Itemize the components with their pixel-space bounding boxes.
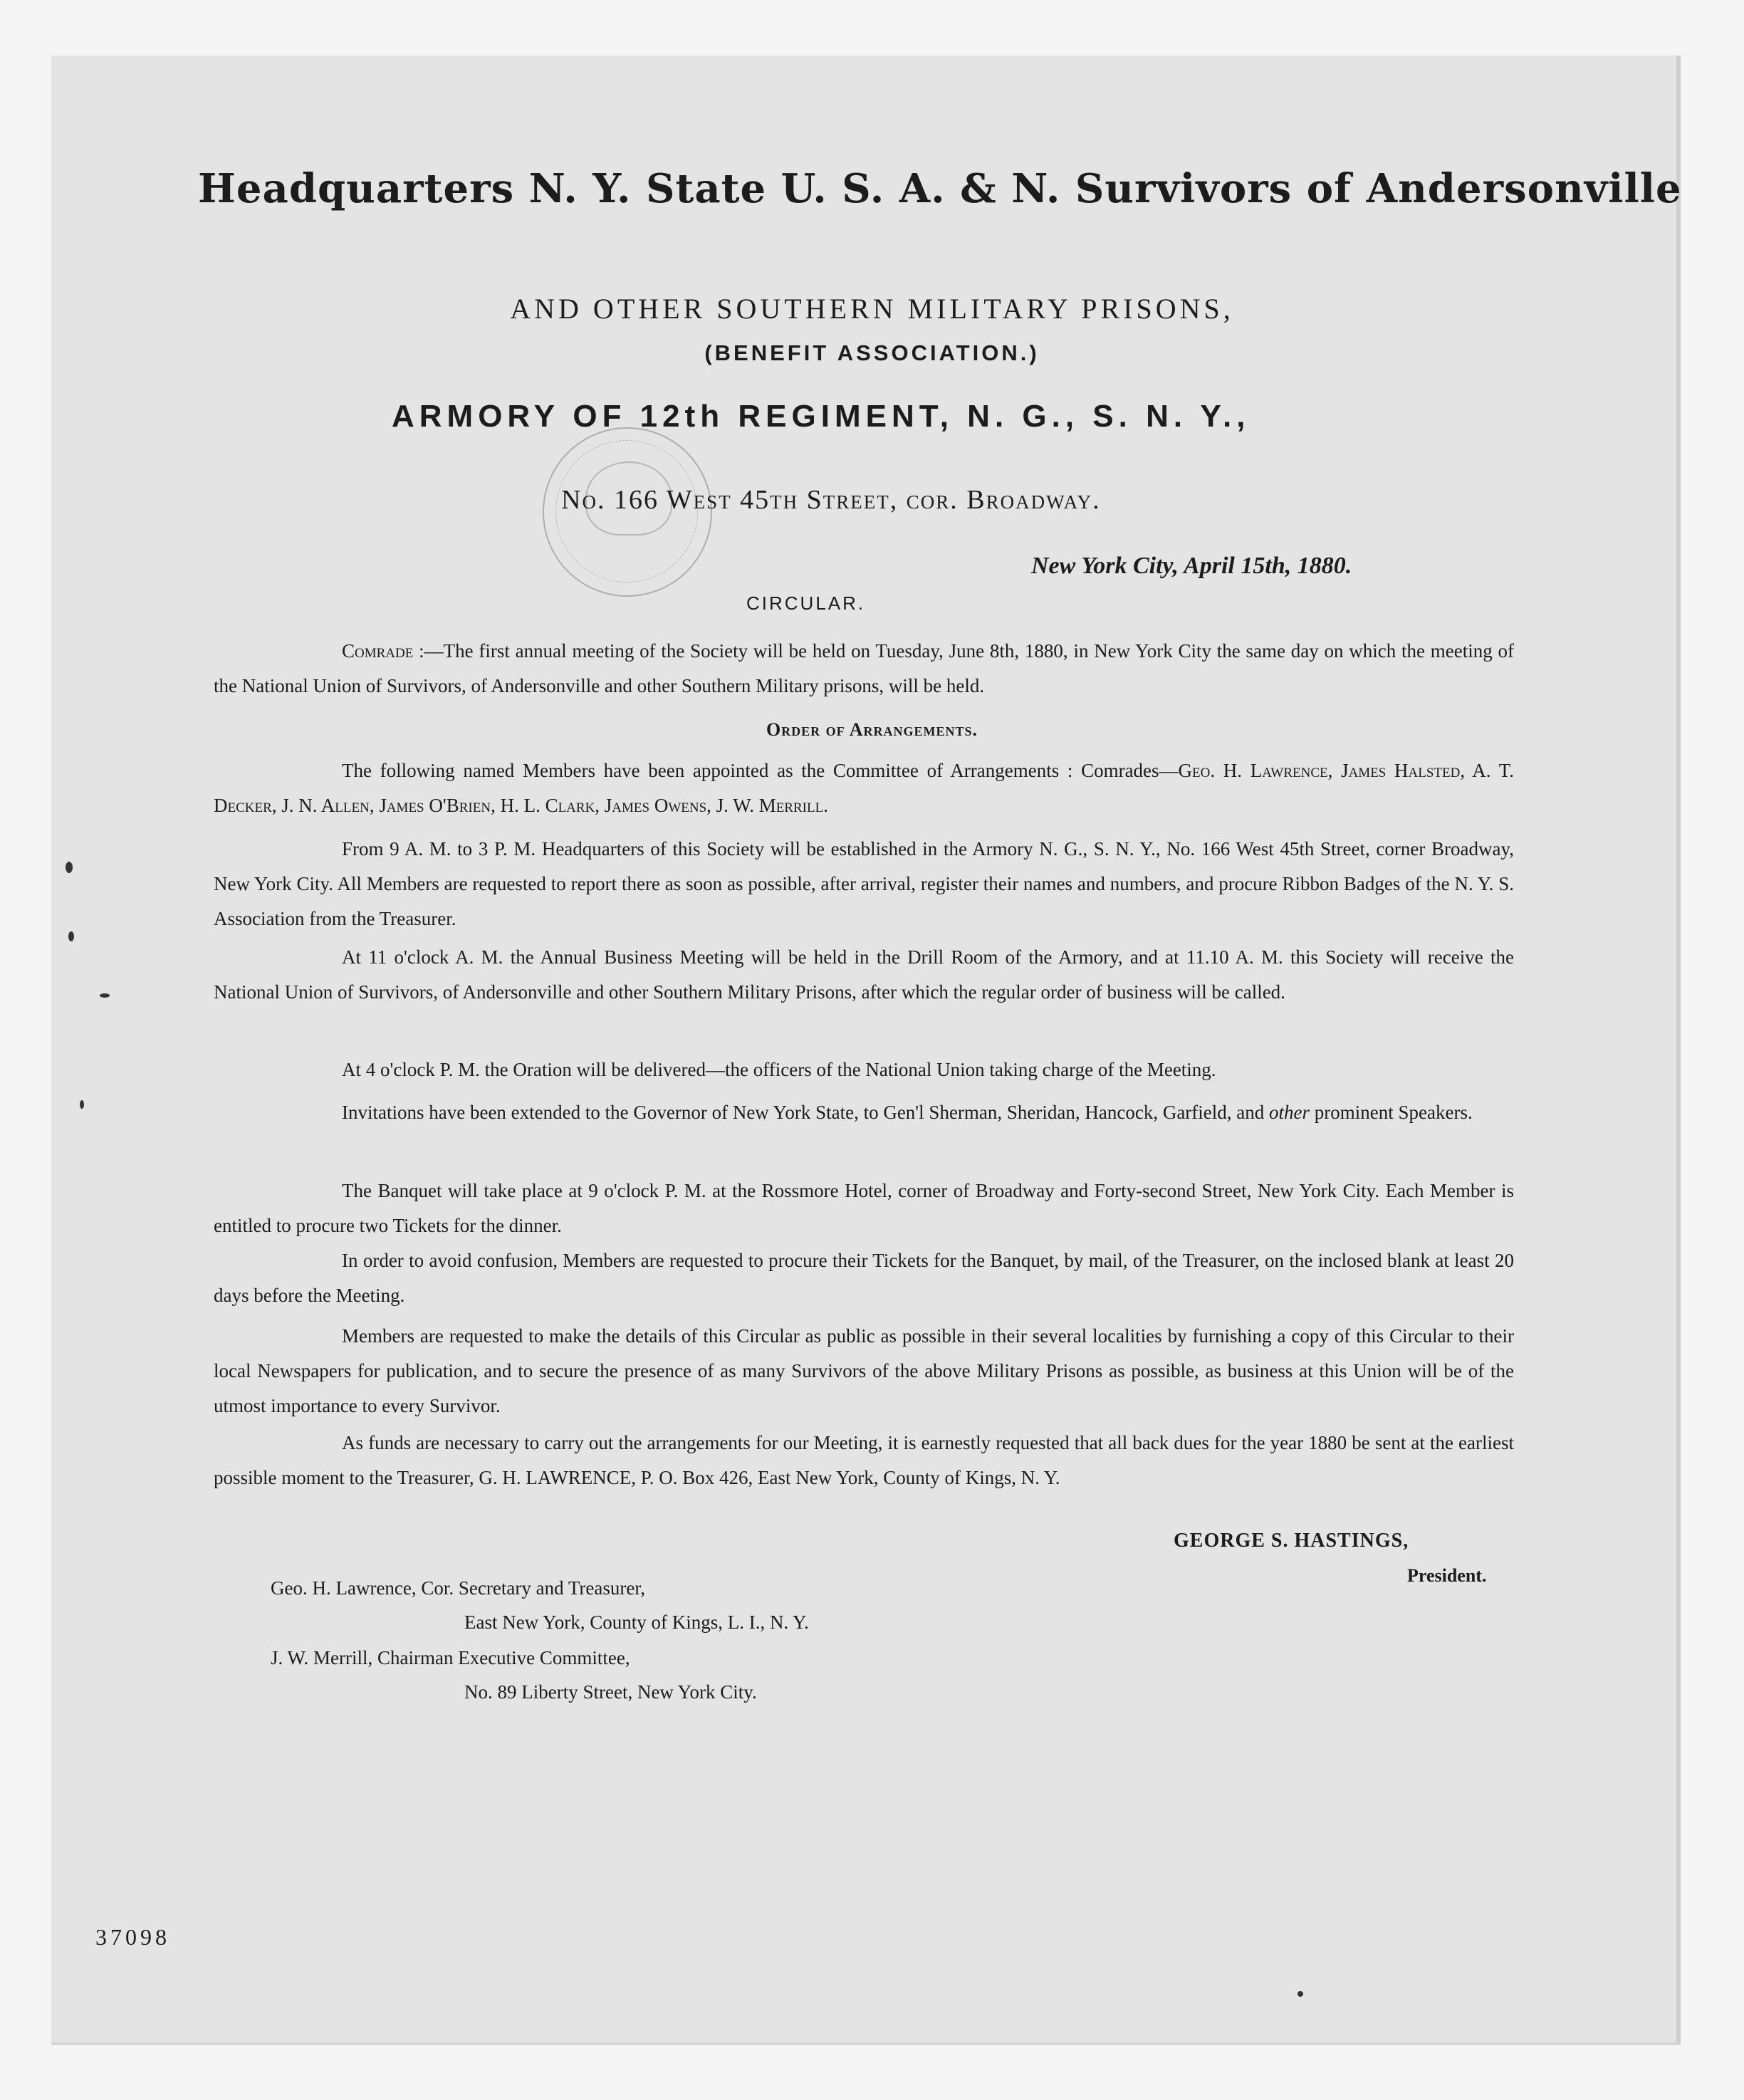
intro-text: —The first annual meeting of the Society will be held on Tuesday, June 8th, 1880, in New York City the same day on which the meeting of the National Union of Survivors, of Andersonville and other Southern Military prisons, will be held. [214, 640, 1514, 696]
footer-line: No. 89 Liberty Street, New York City. [464, 1681, 757, 1703]
scan-artifact [80, 1100, 84, 1109]
circular-heading: CIRCULAR. [746, 592, 866, 614]
intro-paragraph [214, 634, 1514, 704]
invitations-text-end: prominent Speakers. [1310, 1102, 1473, 1123]
committee-lead: The following named Members have been appointed as the Committee of Arrangements : Comrades— [342, 760, 1179, 781]
signature-name: GEORGE S. HASTINGS, [1174, 1530, 1409, 1552]
order-heading: Order of Arrangements. [766, 719, 978, 740]
committee-paragraph [214, 753, 1514, 823]
scan-artifact [1297, 1991, 1303, 1997]
paragraph: At 11 o'clock A. M. the Annual Business Meeting will be held in the Drill Room of the Armory, and at 11.10 A. M. this Society will receive the National Union of Survivors, of Andersonville and other Southern Military Prisons, after which the regular order of business will be called. [214, 946, 1514, 1003]
paragraph: From 9 A. M. to 3 P. M. Headquarters of this Society will be established in the Armory N. G., S. N. Y., No. 166 West 45th Street, corner Broadway, New York City. All Members are requested to report there as soon as possible, after arrival, register their names and numbers, and procure Ribbon Badges of the N. Y. S. Association from the Treasurer. [214, 838, 1514, 929]
letterhead-title: Headquarters N. Y. State U. S. A. & N. Survivors of Andersonville [198, 165, 1682, 212]
association-label: (BENEFIT ASSOCIATION.) [704, 340, 1040, 365]
armory-line: ARMORY OF 12th REGIMENT, N. G., S. N. Y., [392, 399, 1250, 434]
paragraph: As funds are necessary to carry out the arrangements for our Meeting, it is earnestly requested that all back dues for the year 1880 be sent at the earliest possible moment to the Treasurer, G. H. LAWRENCE, P. O. Box 426, East New York, County of Kings, N. Y. [214, 1432, 1514, 1488]
footer-line: Geo. H. Lawrence, Cor. Secretary and Treasurer, [271, 1577, 645, 1599]
letterhead-subtitle: AND OTHER SOUTHERN MILITARY PRISONS, [510, 293, 1234, 325]
salutation: Comrade : [342, 640, 424, 662]
document-number: 37098 [95, 1924, 170, 1950]
invitations-text: Invitations have been extended to the Governor of New York State, to Gen'l Sherman, Sheridan, Hancock, Garfield, and [342, 1102, 1270, 1123]
scan-artifact [100, 993, 110, 998]
scan-artifact [68, 931, 74, 941]
paragraph: In order to avoid confusion, Members are requested to procure their Tickets for the Banquet, by mail, of the Treasurer, on the inclosed blank at least 20 days before the Meeting. [214, 1250, 1514, 1306]
invitations-emphasis: other [1269, 1102, 1310, 1123]
paragraph: Members are requested to make the details of this Circular as public as possible in their several localities by furnishing a copy of this Circular to their local Newspapers for publication, and to secure the presence of as many Survivors of the above Military Prisons as possible, as business at this Union will be of the utmost importance to every Survivor. [214, 1325, 1514, 1416]
paragraph: The Banquet will take place at 9 o'clock P. M. at the Rossmore Hotel, corner of Broadway and Forty-second Street, New York City. Each Member is entitled to procure two Tickets for the dinner. [214, 1180, 1514, 1236]
address-line: No. 166 West 45th Street, cor. Broadway. [561, 485, 1101, 515]
committee-names: Geo. H. Lawrence, James Halsted, A. T. Decker, J. N. Allen, James O'Brien, H. L. Clark, James Owens, J. W. Merrill. [214, 760, 1514, 816]
paragraph: At 4 o'clock P. M. the Oration will be delivered—the officers of the National Union taking charge of the Meeting. [342, 1059, 1216, 1080]
letter-date: New York City, April 15th, 1880. [1031, 553, 1352, 579]
signature-title: President. [1407, 1565, 1487, 1586]
footer-line: J. W. Merrill, Chairman Executive Committee, [271, 1647, 630, 1668]
scan-artifact [66, 862, 73, 873]
invitations-paragraph [214, 1095, 1514, 1130]
footer-line: East New York, County of Kings, L. I., N. Y. [464, 1611, 809, 1633]
